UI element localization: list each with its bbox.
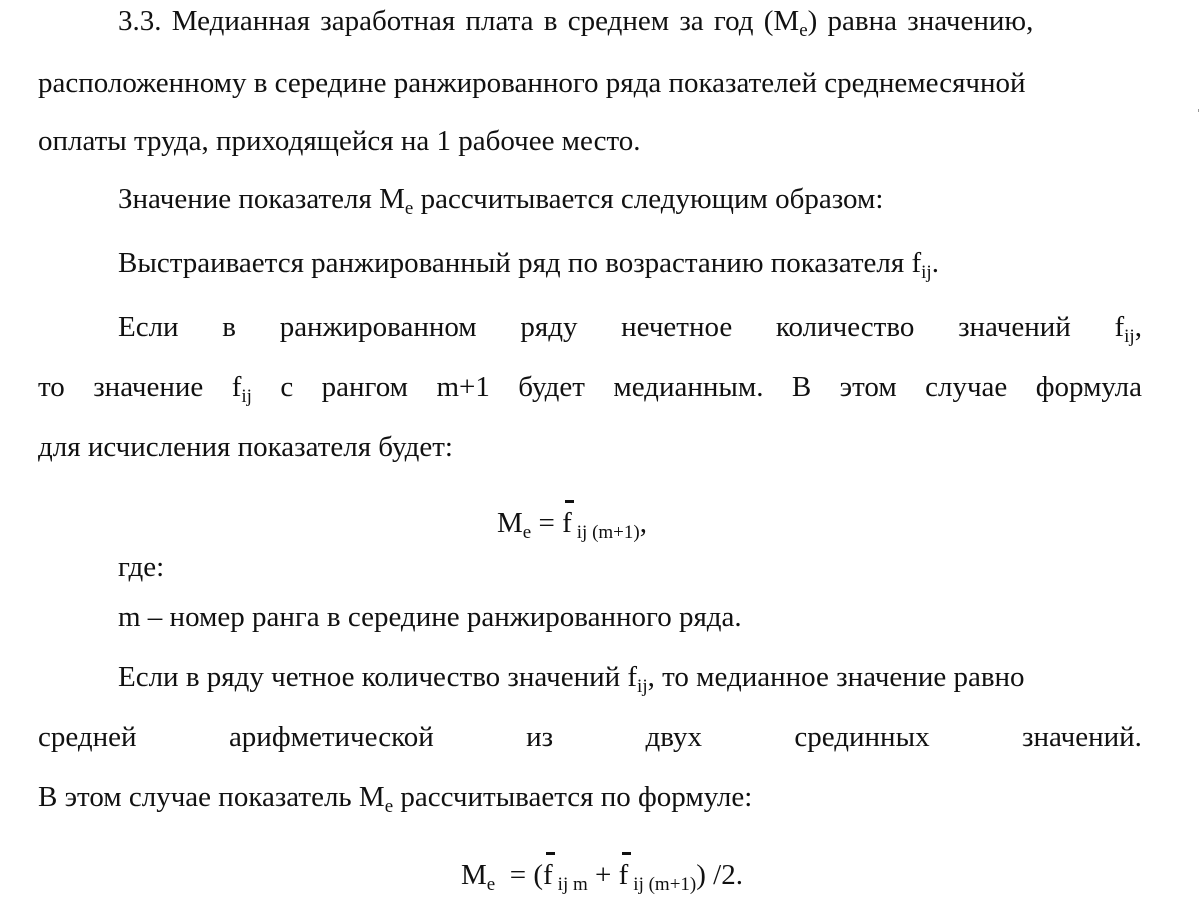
median-subscript: e bbox=[404, 198, 414, 219]
word: В bbox=[791, 371, 812, 403]
paragraph-1-line-1-suffix: ) равна значению, bbox=[807, 5, 1034, 37]
paragraph-5-line-3-prefix: В этом случае показатель M bbox=[38, 781, 385, 813]
paragraph-4-line-3 bbox=[38, 430, 453, 464]
word: значение bbox=[93, 371, 204, 403]
fij-subscript: ij bbox=[241, 386, 252, 407]
word: будет bbox=[518, 371, 585, 403]
paragraph-2-prefix: Значение показателя M bbox=[118, 183, 405, 215]
paragraph-3-prefix: Выстраивается ранжированный ряд по возрастанию показателя f bbox=[118, 247, 922, 279]
word: m+1 bbox=[436, 371, 490, 403]
paragraph-2-suffix: рассчитывается следующим образом: bbox=[413, 183, 884, 215]
median-subscript: e bbox=[384, 796, 394, 817]
word: из bbox=[526, 721, 554, 753]
word: арифметической bbox=[228, 721, 434, 753]
paragraph-4-line-1 bbox=[118, 310, 1142, 354]
definition-m bbox=[118, 600, 742, 634]
median-subscript: e bbox=[486, 874, 496, 895]
paragraph-1-line-1-prefix: 3.3. Медианная заработная плата в среднем за год (M bbox=[118, 5, 800, 37]
equals-open-paren: = ( bbox=[495, 859, 543, 891]
fij-subscript: ij bbox=[1124, 326, 1135, 347]
comma: , bbox=[639, 507, 647, 539]
paragraph-1-line-1 bbox=[118, 4, 1033, 48]
paragraph-2 bbox=[118, 182, 883, 226]
f-subscript: ij (m+1) bbox=[576, 522, 640, 543]
fij-subscript: ij bbox=[637, 676, 648, 697]
f-bar-symbol: f bbox=[562, 507, 572, 539]
paragraph-5-line-3-suffix: рассчитывается по формуле: bbox=[393, 781, 753, 813]
word: Если bbox=[118, 311, 179, 343]
paragraph-4-line-3-text: для исчисления показателя будет: bbox=[38, 431, 453, 463]
paragraph-5-line-1 bbox=[118, 660, 1025, 704]
word: ряду bbox=[520, 311, 578, 343]
word: случае bbox=[925, 371, 1008, 403]
median-symbol: M bbox=[497, 507, 523, 539]
scan-speck bbox=[1198, 109, 1199, 112]
fij-term bbox=[1114, 310, 1141, 354]
paragraph-5-prefix: Если в ряду четное количество значений f bbox=[118, 661, 638, 693]
plus-sign: + bbox=[587, 859, 619, 891]
paragraph-1-line-2-text: расположенному в середине ранжированного ряда показателей среднемесячной bbox=[38, 67, 1026, 99]
word: нечетное bbox=[621, 311, 733, 343]
word: в bbox=[222, 311, 236, 343]
paragraph-1-line-2 bbox=[38, 66, 1026, 100]
word: значений. bbox=[1021, 721, 1142, 753]
word: средней bbox=[38, 721, 137, 753]
close-paren-divide: ) /2. bbox=[696, 859, 743, 891]
word: этом bbox=[839, 371, 897, 403]
word: медианным. bbox=[613, 371, 764, 403]
word: с bbox=[280, 371, 294, 403]
paragraph-5-line-3 bbox=[38, 780, 752, 824]
f-symbol: f bbox=[1114, 311, 1125, 343]
paragraph-5-suffix: , то медианное значение равно bbox=[647, 661, 1025, 693]
definition-text: m – номер ранга в середине ранжированного ряда. bbox=[118, 601, 742, 633]
fij-subscript: ij bbox=[921, 262, 932, 283]
paragraph-1-line-3 bbox=[38, 124, 641, 158]
formula-median-odd bbox=[497, 506, 647, 550]
f-subscript: ij (m+1) bbox=[633, 874, 697, 895]
word: то bbox=[38, 371, 65, 403]
word: количество bbox=[775, 311, 915, 343]
word: рангом bbox=[321, 371, 409, 403]
f-subscript: ij m bbox=[557, 874, 588, 895]
f-bar-symbol: f bbox=[618, 859, 629, 891]
word: формула bbox=[1035, 371, 1142, 403]
f-bar-symbol: f bbox=[543, 859, 553, 891]
paragraph-5-line-2 bbox=[38, 720, 1142, 754]
paragraph-3-suffix: . bbox=[931, 247, 939, 279]
formula-median-even bbox=[461, 858, 743, 902]
equals-sign: = bbox=[531, 507, 563, 539]
comma: , bbox=[1134, 311, 1142, 343]
f-symbol: f bbox=[231, 371, 242, 403]
word: значений bbox=[958, 311, 1071, 343]
word: ранжированном bbox=[279, 311, 477, 343]
where-label-text: где: bbox=[118, 551, 165, 583]
median-subscript: e bbox=[522, 522, 532, 543]
fij-term bbox=[232, 370, 252, 414]
paragraph-3 bbox=[118, 246, 939, 290]
word: срединных bbox=[794, 721, 930, 753]
paragraph-1-line-3-text: оплаты труда, приходящейся на 1 рабочее место. bbox=[38, 125, 641, 157]
median-subscript: e bbox=[799, 20, 808, 41]
median-symbol: M bbox=[461, 859, 487, 891]
paragraph-4-line-2 bbox=[38, 370, 1142, 414]
word: двух bbox=[645, 721, 702, 753]
where-label bbox=[118, 550, 164, 584]
